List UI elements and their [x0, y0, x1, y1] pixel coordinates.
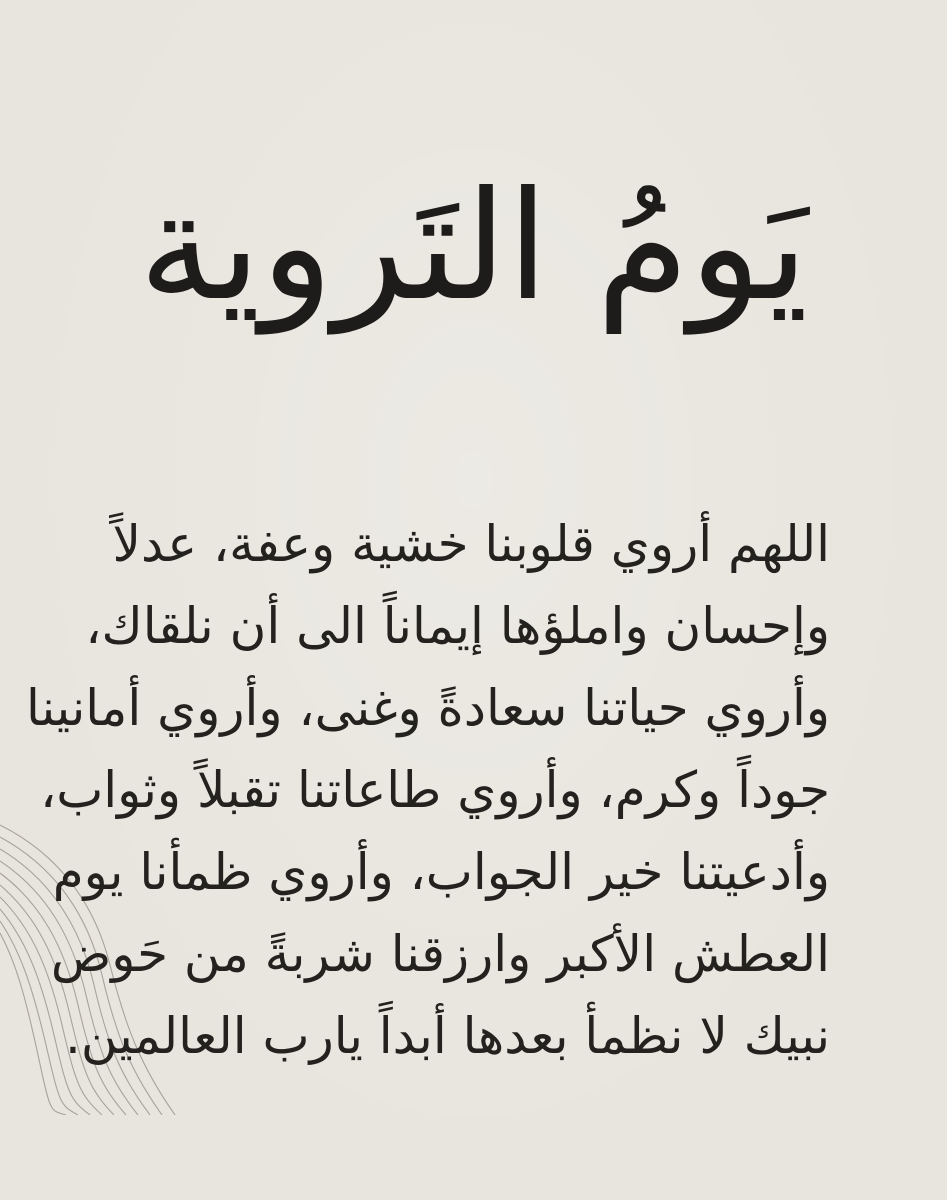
prayer-line: نبيك لا نظمأ بعدها أبداً يارب العالمين. [64, 1007, 830, 1065]
prayer-line: اللهم أروي قلوبنا خشية وعفة، عدلاً [112, 515, 830, 573]
prayer-line: جوداً وكرم، وأروي طاعاتنا تقبلاً وثواب، [40, 761, 830, 819]
prayer-line: وأروي حياتنا سعادةً وغنى، وأروي أمانينا [25, 679, 830, 737]
prayer-text [25, 503, 830, 1077]
card-title: يَومُ التَروية [138, 160, 809, 334]
prayer-line: وأدعيتنا خير الجواب، وأروي ظمأنا يوم [52, 843, 830, 901]
prayer-line: وإحسان واملؤها إيماناً الى أن نلقاك، [85, 597, 830, 655]
prayer-line: العطش الأكبر وارزقنا شربةً من حَوض [50, 925, 830, 983]
